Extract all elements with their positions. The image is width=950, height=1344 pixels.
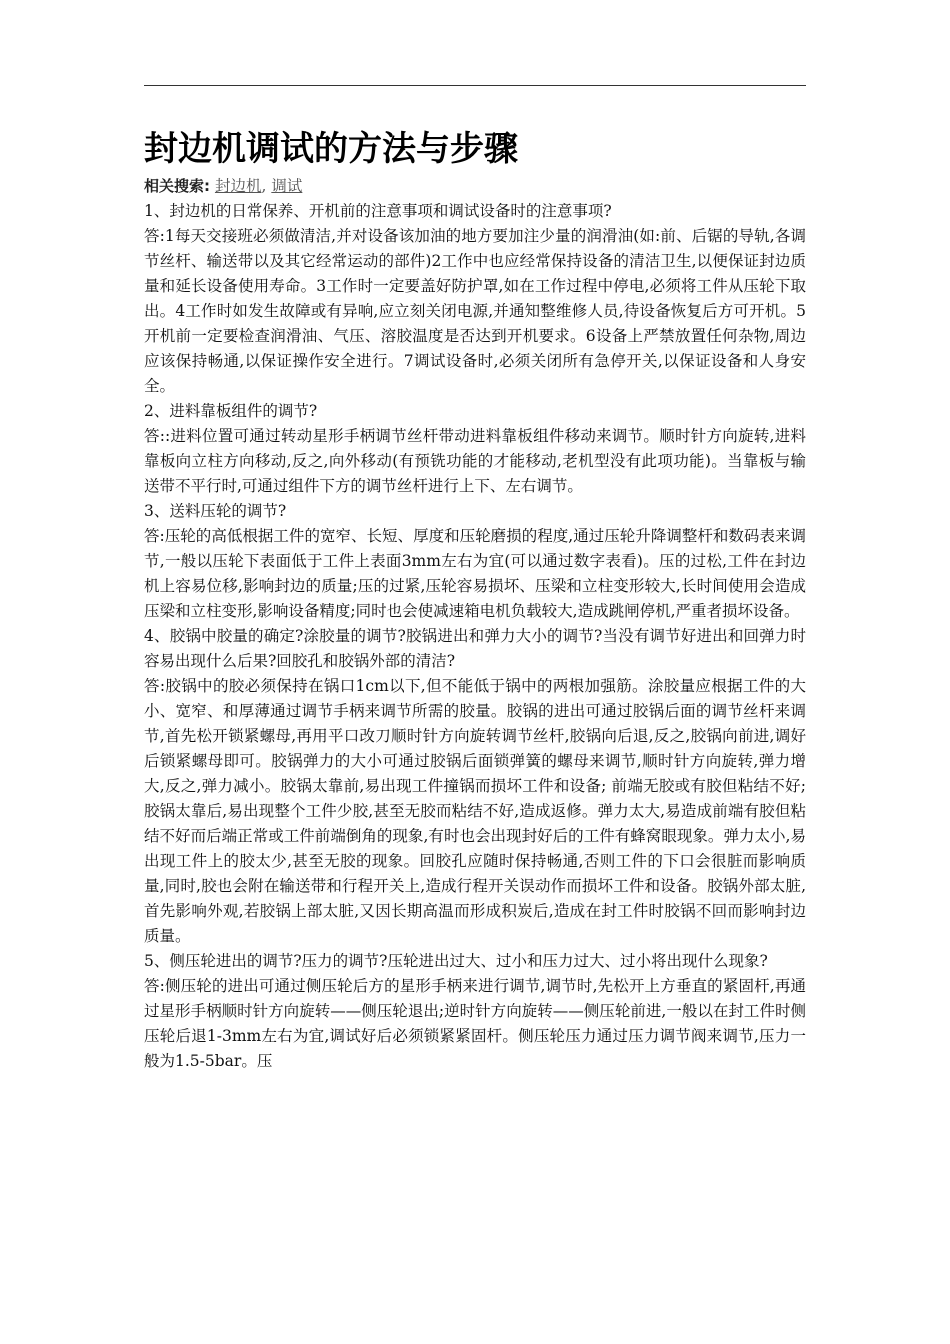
related-search-label: 相关搜索:	[144, 177, 210, 195]
related-link-separator: ,	[261, 177, 267, 195]
page-title: 封边机调试的方法与步骤	[144, 129, 518, 169]
header-rule	[144, 85, 806, 86]
answer-3: 答:压轮的高低根据工件的宽窄、长短、厚度和压轮磨损的程度,通过压轮升降调整杆和数码表来调节,一般以压轮下表面低于工件上表面3mm左右为宜(可以通过数字表看)。压的过松,工件在封边机上容易位移,影响封边的质量;压的过紧,压轮容易损坏、压梁和立柱变形较大,长时间使用会造成压梁和立柱变形,影响设备精度;同时也会使减速箱电机负载较大,造成跳闸停机,严重者损坏设备。	[144, 527, 806, 620]
question-2: 2、进料靠板组件的调节?	[144, 402, 318, 420]
question-5: 5、侧压轮进出的调节?压力的调节?压轮进出过大、过小和压力过大、过小将出现什么现象?	[144, 952, 768, 970]
answer-2: 答::进料位置可通过转动星形手柄调节丝杆带动进料靠板组件移动来调节。顺时针方向旋转,进料靠板向立柱方向移动,反之,向外移动(有预铣功能的才能移动,老机型没有此项功能)。当靠板与输送带不平行时,可通过组件下方的调节丝杆进行上下、左右调节。	[144, 427, 806, 495]
question-3: 3、送料压轮的调节?	[144, 502, 287, 520]
question-4: 4、胶锅中胶量的确定?涂胶量的调节?胶锅进出和弹力大小的调节?当没有调节好进出和回弹力时容易出现什么后果?回胶孔和胶锅外部的清洁?	[144, 627, 806, 670]
answer-1: 答:1每天交接班必须做清洁,并对设备该加油的地方要加注少量的润滑油(如:前、后锯的导轨,各调节丝杆、输送带以及其它经常运动的部件)2工作中也应经常保持设备的清洁卫生,以便保证封边质量和延长设备使用寿命。3工作时一定要盖好防护罩,如在工作过程中停电,必须将工件从压轮下取出。4工作时如发生故障或有异响,应立刻关闭电源,并通知整维修人员,待设备恢复后方可开机。5开机前一定要检查润滑油、气压、溶胶温度是否达到开机要求。6设备上严禁放置任何杂物,周边应该保持畅通,以保证操作安全进行。7调试设备时,必须关闭所有急停开关,以保证设备和人身安全。	[144, 227, 806, 395]
question-1: 1、封边机的日常保养、开机前的注意事项和调试设备时的注意事项?	[144, 202, 612, 220]
related-search	[144, 174, 806, 199]
document-body	[144, 174, 806, 1074]
answer-4: 答:胶锅中的胶必须保持在锅口1cm以下,但不能低于锅中的两根加强筋。涂胶量应根据工件的大小、宽窄、和厚薄通过调节手柄来调节所需的胶量。胶锅的进出可通过胶锅后面的调节丝杆来调节,首先松开锁紧螺母,再用平口改刀顺时针方向旋转调节丝杆,胶锅向后退,反之,胶锅向前进,调好后锁紧螺母即可。胶锅弹力的大小可通过胶锅后面锁弹簧的螺母来调节,顺时针方向旋转,弹力增大,反之,弹力减小。胶锅太靠前,易出现工件撞锅而损坏工件和设备; 前端无胶或有胶但粘结不好; 胶锅太靠后,易出现整个工件少胶,甚至无胶而粘结不好,造成返修。弹力太大,易造成前端有胶但粘结不好而后端正常或工件前端倒角的现象,有时也会出现封好后的工件有蜂窝眼现象。弹力太小,易出现工件上的胶太少,甚至无胶的现象。回胶孔应随时保持畅通,否则工件的下口会很脏而影响质量,同时,胶也会附在输送带和行程开关上,造成行程开关误动作而损坏工件和设备。胶锅外部太脏,首先影响外观,若胶锅上部太脏,又因长期高温而形成积炭后,造成在封工件时胶锅不回而影响封边质量。	[144, 677, 806, 945]
related-link-edge-banding-machine[interactable]: 封边机	[214, 177, 262, 195]
answer-5: 答:侧压轮的进出可通过侧压轮后方的星形手柄来进行调节,调节时,先松开上方垂直的紧固杆,再通过星形手柄顺时针方向旋转——侧压轮退出;逆时针方向旋转——侧压轮前进,一般以在封工件时侧压轮后退1-3mm左右为宜,调试好后必须锁紧紧固杆。侧压轮压力通过压力调节阀来调节,压力一般为1.5-5bar。压	[144, 977, 806, 1070]
related-link-debugging[interactable]: 调试	[271, 177, 303, 195]
